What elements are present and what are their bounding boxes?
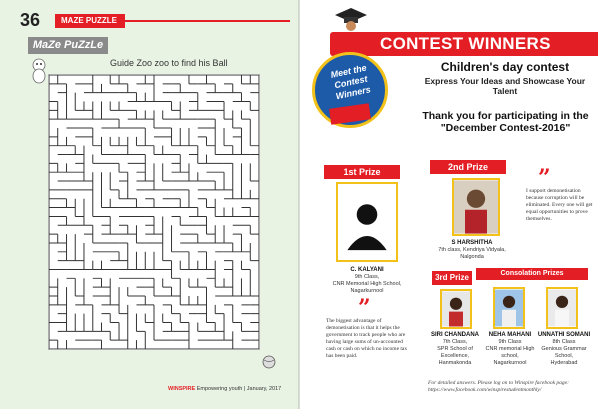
third-prize-school: SPR School of xyxy=(437,346,473,352)
third-prize-name: SIRI CHANDANA xyxy=(431,332,479,338)
section-tag: MAZE PUZZLE xyxy=(55,14,125,28)
third-prize-city: Hanmakonda xyxy=(438,360,472,366)
second-prize-school: 7th class, Kendriya Vidyala, xyxy=(438,247,506,253)
consolation-2-city: Hyderabad xyxy=(550,360,578,366)
header-rule xyxy=(125,20,290,22)
third-prize-label: 3rd Prize xyxy=(432,271,472,285)
consolation-photo-1 xyxy=(493,287,525,329)
consolation-photo-2 xyxy=(546,287,578,329)
contest-title: Children's day contest xyxy=(440,60,570,74)
consolation-1-school-2: school, xyxy=(501,353,519,359)
second-prize-details xyxy=(422,240,522,261)
quote-icon-2: ” xyxy=(538,165,551,191)
consolation-2-name: UNNATHI SOMANI xyxy=(537,332,591,338)
second-prize-quote: I support demonetisation because corruption will be eliminated. Every one will get equal opportunities to prove themselves. xyxy=(526,188,593,222)
ball-icon xyxy=(262,355,276,369)
first-prize-class: 9th Class, xyxy=(354,274,380,280)
third-prize-details xyxy=(424,332,486,367)
third-prize-class: 7th Class, xyxy=(442,339,468,345)
consolation-1-name: NEHA MAHANI xyxy=(488,332,532,338)
page-number: 36 xyxy=(20,10,41,30)
contest-subtitle: Express Your Ideas and Showcase Your Talent xyxy=(424,76,586,96)
left-footer xyxy=(168,386,281,392)
footer-brand: WINSPIRE xyxy=(168,386,196,392)
maze-instruction: Guide Zoo zoo to find his Ball xyxy=(110,58,228,68)
second-prize-label: 2nd Prize xyxy=(430,160,506,174)
first-prize-quote: The biggest advantage of demonetisation is that it helps the government to track people who are having large sums of un-accounted cash or cash on which no income tax has been paid. xyxy=(326,318,408,359)
consolation-1-class: 9th Class xyxy=(498,339,522,345)
second-prize-city: Nalgonda xyxy=(460,254,484,260)
consolation-2-school: Genious Grammar xyxy=(541,346,587,352)
quote-icon: ” xyxy=(358,295,371,321)
footer-text: Empowering youth | January, 2017 xyxy=(195,386,282,392)
consolation-2-details xyxy=(536,332,592,367)
maze-walls xyxy=(49,75,259,349)
first-prize-label: 1st Prize xyxy=(324,165,400,179)
graduation-cap-icon xyxy=(334,6,368,32)
maze-grid xyxy=(48,74,260,350)
first-prize-details xyxy=(322,267,412,295)
first-prize-photo xyxy=(336,182,398,262)
consolation-label: Consolation Prizes xyxy=(476,268,588,280)
consolation-1-city: Nagarkurnool xyxy=(493,360,527,366)
first-prize-city: Nagarkurnool xyxy=(350,288,384,294)
second-prize-photo xyxy=(452,178,500,236)
second-prize-name: S HARSHITHA xyxy=(451,240,493,246)
right-footer: For detailed answers. Please log on to Winspire facebook page: https://www.facebook.com/winspirestudentmonthly/ xyxy=(428,380,569,393)
consolation-1-school: CNR memorial High xyxy=(485,346,535,352)
contest-winners-title: CONTEST WINNERS xyxy=(380,34,551,53)
badge-text: Meet the Contest Winners xyxy=(329,62,372,102)
first-prize-school: CNR Memorial High School, xyxy=(332,281,402,287)
consolation-1-details xyxy=(480,332,540,367)
thanks-message: Thank you for participating in the "December Contest-2016" xyxy=(422,110,589,134)
zoozoo-icon xyxy=(28,58,50,84)
consolation-2-class: 8th Class xyxy=(552,339,576,345)
consolation-2-school-2: School, xyxy=(554,353,574,359)
maze-title: MaZe PuZzLe xyxy=(28,37,108,54)
first-prize-name: C. KALYANI xyxy=(350,267,384,273)
third-prize-photo xyxy=(440,289,472,329)
right-page xyxy=(300,0,600,409)
third-prize-school-2: Excellence, xyxy=(440,353,470,359)
